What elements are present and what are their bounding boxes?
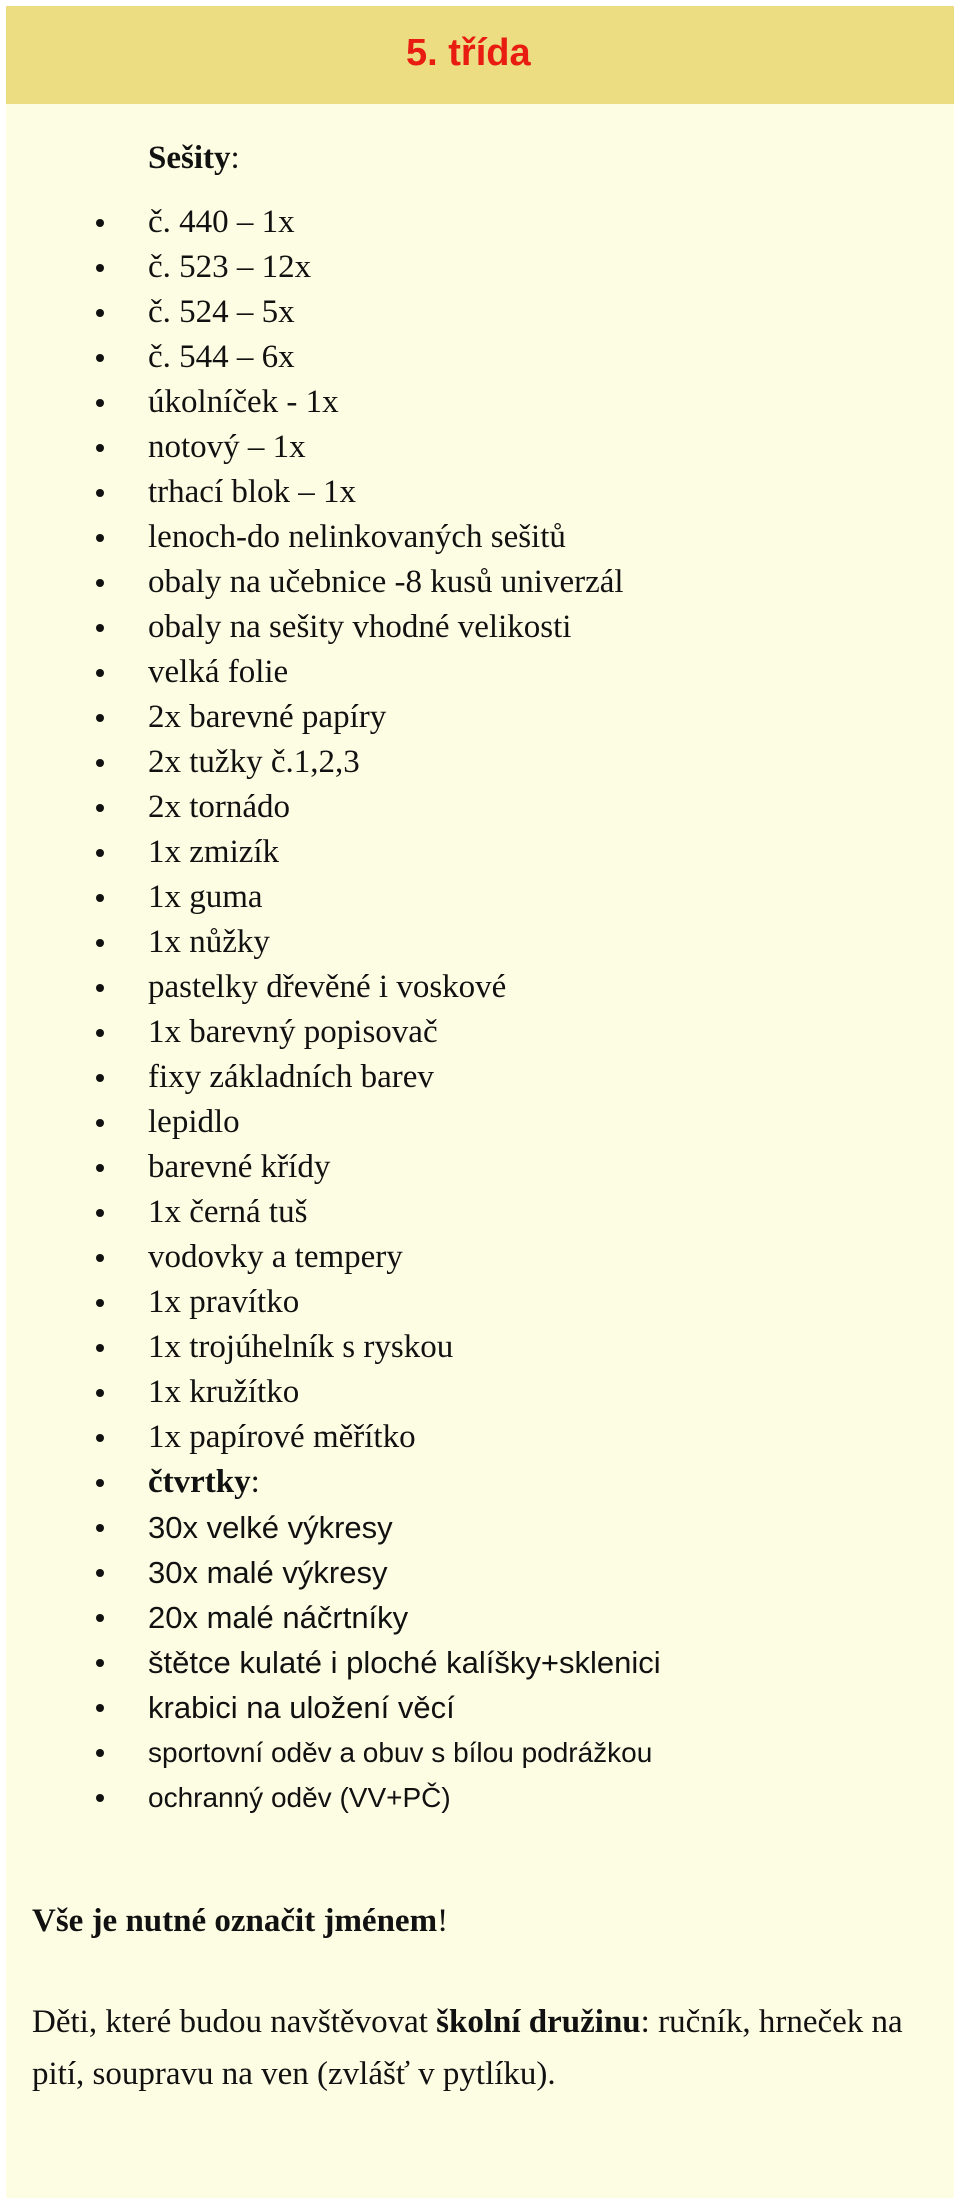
section-heading — [148, 140, 240, 177]
druzina-note — [32, 1996, 942, 2100]
naming-note-text: Vše je nutné označit jménem — [32, 1903, 438, 1939]
list-item: notový – 1x — [6, 425, 954, 470]
list-item: 1x trojúhelník s ryskou — [6, 1325, 954, 1370]
list-item: ochranný oděv (VV+PČ) — [6, 1775, 954, 1820]
list-item: č. 523 – 12x — [6, 245, 954, 290]
list-item: obaly na učebnice -8 kusů univerzál — [6, 560, 954, 605]
list-item: 1x nůžky — [6, 920, 954, 965]
header-bar — [6, 6, 954, 104]
list-item: lepidlo — [6, 1100, 954, 1145]
list-item: vodovky a tempery — [6, 1235, 954, 1280]
druzina-note-suffix: : ručník, hrneček na pití, soupravu na ven (zvlášť v pytlíku). — [32, 2004, 903, 2092]
list-item: č. 440 – 1x — [6, 200, 954, 245]
list-item: 1x guma — [6, 875, 954, 920]
list-item: velká folie — [6, 650, 954, 695]
list-item-heading-label: čtvrtky — [148, 1464, 251, 1500]
druzina-note-prefix: Děti, které budou navštěvovat — [32, 2004, 437, 2040]
list-item: barevné křídy — [6, 1145, 954, 1190]
list-item: krabici na uložení věcí — [6, 1685, 954, 1730]
list-item: fixy základních barev — [6, 1055, 954, 1100]
list-item: trhací blok – 1x — [6, 470, 954, 515]
list-item: 1x zmizík — [6, 830, 954, 875]
list-item: č. 524 – 5x — [6, 290, 954, 335]
list-item: 20x malé náčrtníky — [6, 1595, 954, 1640]
list-item: 2x tornádo — [6, 785, 954, 830]
list-item: 1x černá tuš — [6, 1190, 954, 1235]
list-item: obaly na sešity vhodné velikosti — [6, 605, 954, 650]
list-item: lenoch-do nelinkovaných sešitů — [6, 515, 954, 560]
naming-note-mark: ! — [437, 1903, 449, 1939]
page-title: 5. třída — [406, 32, 531, 74]
list-item: 30x malé výkresy — [6, 1550, 954, 1595]
document-page — [6, 6, 954, 2198]
list-item: pastelky dřevěné i voskové — [6, 965, 954, 1010]
list-item: 1x barevný popisovač — [6, 1010, 954, 1055]
list-item: 1x pravítko — [6, 1280, 954, 1325]
list-item: 2x tužky č.1,2,3 — [6, 740, 954, 785]
list-item: 1x papírové měřítko — [6, 1415, 954, 1460]
list-item: štětce kulaté i ploché kalíšky+sklenici — [6, 1640, 954, 1685]
list-item: 2x barevné papíry — [6, 695, 954, 740]
list-item-heading — [6, 1460, 954, 1505]
list-item: úkolníček - 1x — [6, 380, 954, 425]
list-item: č. 544 – 6x — [6, 335, 954, 380]
list-item: 1x kružítko — [6, 1370, 954, 1415]
section-heading-colon: : — [230, 140, 240, 176]
druzina-note-bold: školní družinu — [436, 2004, 641, 2040]
section-heading-label: Sešity — [148, 140, 231, 176]
list-item: 30x velké výkresy — [6, 1505, 954, 1550]
supply-list — [6, 200, 954, 1820]
list-item-heading-colon: : — [250, 1464, 260, 1500]
naming-note — [32, 1903, 448, 1940]
list-item: sportovní oděv a obuv s bílou podrážkou — [6, 1730, 954, 1775]
